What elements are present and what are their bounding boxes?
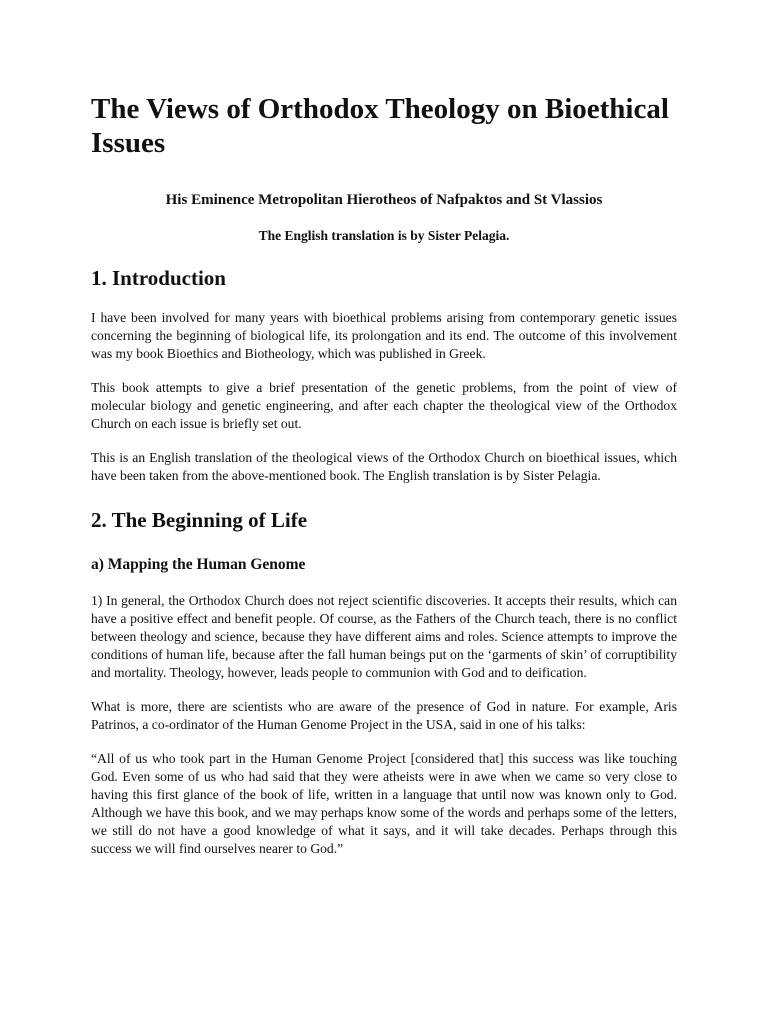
paragraph: This is an English translation of the theological views of the Orthodox Church on bioethical issues, which have been taken from the above-mentioned book. The English translation is by Sister Pelagia. [91,450,677,483]
section-beginning-of-life [91,507,677,858]
paragraph: This book attempts to give a brief presentation of the genetic problems, from the point of view of molecular biology and genetic engineering, and after each chapter the theological view of the Orthodox Church on each issue is briefly set out. [91,380,677,431]
paragraph: 1) In general, the Orthodox Church does not reject scientific discoveries. It accepts their results, which can have a positive effect and benefit people. Of course, as the Fathers of the Church teach, there is no conflict between theology and science, because they have different aims and roles. Science attempts to improve the conditions of human life, because after the fall human beings put on the ‘garments of skin’ of corruptibility and mortality. Theology, however, leads people to communion with God and to deification. [91,593,677,680]
translator-line: The English translation is by Sister Pelagia. [258,228,510,243]
section-heading-introduction: 1. Introduction [91,266,226,290]
author-line: His Eminence Metropolitan Hierotheos of Nafpaktos and St Vlassios [165,192,603,208]
paragraph: What is more, there are scientists who are aware of the presence of God in nature. For example, Aris Patrinos, a co-ordinator of the Human Genome Project in the USA, said in one of his talks: [91,699,677,732]
quotation-paragraph: “All of us who took part in the Human Genome Project [considered that] this success was like touching God. Even some of us who had said that they were atheists were in awe when we came so very close to having this first glance of the book of life, written in a language that until now was known only to God. Although we have this book, and we may perhaps know some of the words and perhaps some of the letters, we still do not have a good knowledge of what it says, and it will take decades. Perhaps through this success we will find ourselves nearer to God.” [91,751,677,856]
section-heading-beginning-of-life: 2. The Beginning of Life [91,508,308,532]
subsection-heading-mapping-genome: a) Mapping the Human Genome [91,556,306,573]
document-title: The Views of Orthodox Theology on Bioethical Issues [91,93,669,159]
section-introduction [91,265,677,485]
paragraph: I have been involved for many years with bioethical problems arising from contemporary genetic issues concerning the beginning of biological life, its prolongation and its end. The outcome of this involvement was my book Bioethics and Biotheology, which was published in Greek. [91,310,677,361]
